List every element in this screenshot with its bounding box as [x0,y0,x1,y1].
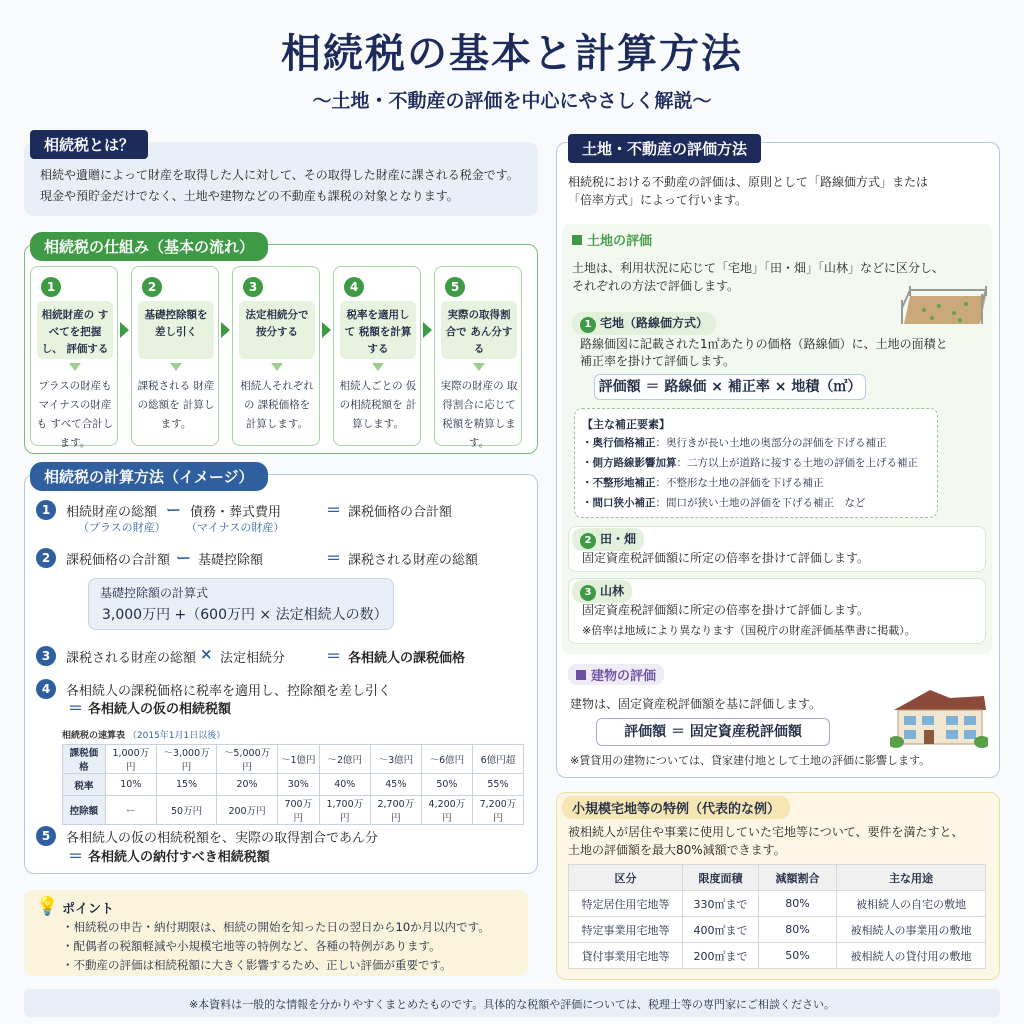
special-desc-2: 土地の評価額を最大80%減額できます。 [568,843,786,857]
rate-table-note: （2015年1月1日以後） [127,731,226,741]
table-cell: 特定居住用宅地等 [569,891,683,917]
calc-s1-b-sub: （マイナスの財産） [186,521,285,534]
takuchi-number: 1 [580,317,596,333]
table-cell: 税率 [63,774,106,796]
table-cell: 80% [759,891,837,917]
takuchi-tag [572,312,716,335]
point-item-3: ・不動産の評価は相続税額に大きく影響するため、正しい評価が重要です。 [62,958,452,972]
table-cell: 貸付事業用宅地等 [569,943,683,969]
land-title [572,230,652,249]
calc-step-2-number: 2 [36,548,56,568]
table-cell: 被相続人の自宅の敷地 [837,891,986,917]
basic-deduction-formula: 3,000万円 +（600万円 × 法定相続人の数） [102,607,388,623]
square-icon [576,670,586,680]
adjust-key: ・間口狭小補正 [582,497,656,509]
fenced-land-icon [894,280,990,336]
down-arrow-icon [170,363,182,371]
table-cell: 30% [277,774,319,796]
table-cell: 2,700万円 [370,796,421,825]
building-desc: 建物は、固定資産税評価額を基に評価します。 [570,697,822,711]
flow-step-5 [434,266,522,449]
table-cell: 課税価格 [63,745,106,774]
flow-step-title: 税率を適用して 税額を計算する [340,301,416,359]
calc-step-5-number: 5 [36,826,56,846]
flow-step-title: 法定相続分で 按分する [239,301,315,359]
calc-s3-op: × [200,645,213,663]
table-cell: 50% [759,943,837,969]
adjust-key: ・側方路線影響加算 [582,457,677,469]
table-row [63,745,524,774]
adjust-value: ：奥行きが長い土地の奥部分の評価を下げる補正 [655,437,887,449]
rate-table-title [62,728,225,741]
calc-s2-op: ー [176,549,192,567]
flow-step-desc: 相続人ごとの 仮の相続税額を 計算します。 [339,380,417,430]
land-intro-1: 土地は、利用状況に応じて「宅地」「田・畑」「山林」などに区分し、 [572,261,945,275]
flow-step-3 [232,266,320,446]
table-cell: 80% [759,917,837,943]
special-table [568,864,986,969]
table-cell: 200万円 [217,796,277,825]
table-cell: 55% [472,774,523,796]
table-cell: 50万円 [156,796,216,825]
building-formula: 評価額 ＝ 固定資産税評価額 [596,718,830,746]
down-arrow-icon [372,363,384,371]
calc-s1-result: 課税価格の合計額 [348,505,453,520]
flow-step-desc: 実際の財産の 取得割合に応じて 税額を精算します。 [440,380,518,449]
flow-step-4 [333,266,421,446]
adjust-key: ・奥行価格補正 [582,437,656,449]
rate-table-title-text: 相続税の速算表 [62,731,126,741]
table-cell: 4,200万円 [421,796,472,825]
calc-s2-b: 基礎控除額 [198,553,264,568]
table-cell: 被相続人の貸付用の敷地 [837,943,986,969]
sanrin-label: 山林 [600,584,625,598]
building-title [568,664,664,685]
flow-header: 相続税の仕組み（基本の流れ） [30,232,268,261]
column-header: 区分 [569,865,683,891]
calc-s1-b: 債務・葬式費用 [190,505,282,520]
table-cell: 700万円 [277,796,319,825]
right-arrow-icon [423,322,432,338]
flow-step-2 [131,266,219,446]
flow-step-title: 基礎控除額を 差し引く [138,301,214,359]
rate-table [62,744,524,825]
table-row [569,917,986,943]
flow-step-desc: 課税される 財産の総額を 計算します。 [137,380,215,430]
table-cell: 控除額 [63,796,106,825]
calc-s2-a: 課税価格の合計額 [66,553,171,568]
calc-s3-eq: ＝ [326,647,342,665]
calc-s4-a: 各相続人の課税価格に税率を適用し、控除額を差し引く [66,684,392,699]
flow-step-number: 3 [243,277,263,297]
calc-step-3-number: 3 [36,646,56,666]
takuchi-label: 宅地（路線価方式） [600,316,709,330]
flow-step-number: 1 [41,277,61,297]
adjust-item-3 [582,475,824,490]
house-icon [890,684,988,748]
table-cell: ー [105,796,156,825]
table-cell: 200㎡まで [683,943,759,969]
what-line-2: 現金や預貯金だけでなく、土地や建物などの不動産も課税の対象となります。 [40,189,459,203]
flow-step-desc: プラスの財産も マイナスの財産も すべて合計します。 [36,380,114,449]
table-header-row [569,865,986,891]
special-desc-1: 被相続人が居住や事業に使用していた宅地等について、要件を満たすと、 [568,825,964,839]
footer-note: ※本資料は一般的な情報を分かりやすくまとめたものです。具体的な税額や評価については、税理士等の専門家にご相談ください。 [188,998,836,1011]
column-header: 限度面積 [683,865,759,891]
adjust-value: ：間口が狭い土地の評価を下げる補正 など [655,497,866,509]
point-item-1: ・相続税の申告・納付期限は、相続の開始を知った日の翌日から10か月以内です。 [62,920,490,934]
estate-intro-2: 「倍率方式」によって行います。 [568,193,748,207]
ta-label: 田・畑 [600,532,637,546]
table-cell: 1,000万円 [105,745,156,774]
calc-header: 相続税の計算方法（イメージ） [30,462,268,491]
column-header: 減額割合 [759,865,837,891]
flow-step-desc: 相続人それぞれの 課税価格を 計算します。 [240,380,314,430]
table-cell: 400㎡まで [683,917,759,943]
calc-s2-result: 課税される財産の総額 [348,553,479,568]
adjust-item-4 [582,495,866,510]
calc-s4-eq: ＝ [68,699,84,717]
table-cell: 7,200万円 [472,796,523,825]
flow-step-number: 2 [142,277,162,297]
table-cell: 6億円超 [472,745,523,774]
right-arrow-icon [221,322,230,338]
calc-s4-result: 各相続人の仮の相続税額 [88,702,232,717]
table-cell: 20% [217,774,277,796]
table-cell: 〜2億円 [319,745,370,774]
calc-s3-result: 各相続人の課税価格 [348,651,466,666]
ta-desc: 固定資産税評価額に所定の倍率を掛けて評価します。 [582,551,870,565]
table-cell: 40% [319,774,370,796]
special-header: 小規模宅地等の特例（代表的な例） [562,796,790,819]
column-header: 主な用途 [837,865,986,891]
calc-s5-result: 各相続人の納付すべき相続税額 [88,850,270,865]
flow-step-title: 相続財産の すべてを把握し、 評価する [37,301,113,359]
table-cell: 〜1億円 [277,745,319,774]
calc-s3-a: 課税される財産の総額 [66,651,197,666]
flow-step-number: 4 [344,277,364,297]
right-arrow-icon [322,322,331,338]
flow-step-title: 実際の取得割合で あん分する [441,301,517,359]
calc-s3-b: 法定相続分 [220,651,286,666]
basic-deduction-label: 基礎控除額の計算式 [100,586,209,600]
table-row [569,943,986,969]
table-cell: 〜3億円 [370,745,421,774]
adjust-value: ：二方以上が道路に接する土地の評価を上げる補正 [676,457,918,469]
land-intro-2: それぞれの方法で評価します。 [572,279,740,293]
table-cell: 15% [156,774,216,796]
adjust-item-2 [582,455,918,470]
point-item-2: ・配偶者の税額軽減や小規模宅地等の特例など、各種の特例があります。 [62,939,441,953]
table-row [63,796,524,825]
takuchi-desc-1: 路線価図に記載された1㎡あたりの価格（路線価）に、土地の面積と [580,337,948,351]
what-header: 相続税とは？ [30,130,148,159]
what-line-1: 相続や遺贈によって財産を取得した人に対して、その取得した財産に課される税金です。 [40,168,519,182]
down-arrow-icon [271,363,283,371]
adjust-value: ：不整形な土地の評価を下げる補正 [655,477,824,489]
calc-s2-eq: ＝ [326,549,342,567]
point-label: ポイント [62,902,115,917]
flow-step-number: 5 [445,277,465,297]
table-row [569,891,986,917]
building-title-text: 建物の評価 [591,669,657,684]
estate-header: 土地・不動産の評価方法 [568,134,761,163]
calc-s1-a-sub: （プラスの財産） [78,521,166,534]
square-icon [572,235,582,245]
table-cell: 〜3,000万円 [156,745,216,774]
building-note: ※賃貸用の建物については、貸家建付地として土地の評価に影響します。 [570,754,931,767]
takuchi-desc-2: 補正率を掛けて評価します。 [580,354,736,368]
lightbulb-icon: 💡 [36,896,59,917]
page-subtitle: 〜土地・不動産の評価を中心にやさしく解説〜 [312,90,712,112]
calc-s1-a: 相続財産の総額 [66,505,158,520]
calc-step-1-number: 1 [36,500,56,520]
table-cell: 50% [421,774,472,796]
table-cell: 〜5,000万円 [217,745,277,774]
calc-s5-eq: ＝ [68,847,84,865]
estate-intro-1: 相続税における不動産の評価は、原則として「路線価方式」または [568,175,929,189]
takuchi-formula: 評価額 ＝ 路線価 × 補正率 × 地積（㎡） [594,374,866,400]
table-cell: 10% [105,774,156,796]
land-title-text: 土地の評価 [587,234,653,249]
table-cell: 330㎡まで [683,891,759,917]
table-cell: 特定事業用宅地等 [569,917,683,943]
table-cell: 45% [370,774,421,796]
sanrin-note: ※倍率は地域により異なります（国税庁の財産評価基準書に掲載）。 [582,624,916,637]
calc-step-4-number: 4 [36,679,56,699]
page-title: 相続税の基本と計算方法 [281,31,743,77]
sanrin-number: 3 [580,585,596,601]
right-arrow-icon [120,322,129,338]
adjust-key: ・不整形地補正 [582,477,656,489]
down-arrow-icon [69,363,81,371]
adjust-title: 【主な補正要素】 [582,418,670,431]
flow-step-1 [30,266,118,449]
table-cell: 1,700万円 [319,796,370,825]
calc-s1-op: ー [166,501,182,519]
table-cell: 被相続人の事業用の敷地 [837,917,986,943]
table-cell: 〜6億円 [421,745,472,774]
table-row [63,774,524,796]
ta-number: 2 [580,533,596,549]
adjust-item-1 [582,435,887,450]
calc-s1-eq: ＝ [326,501,342,519]
calc-s5-a: 各相続人の仮の相続税額を、実際の取得割合であん分 [66,831,379,846]
sanrin-desc: 固定資産税評価額に所定の倍率を掛けて評価します。 [582,603,870,617]
down-arrow-icon [473,363,485,371]
